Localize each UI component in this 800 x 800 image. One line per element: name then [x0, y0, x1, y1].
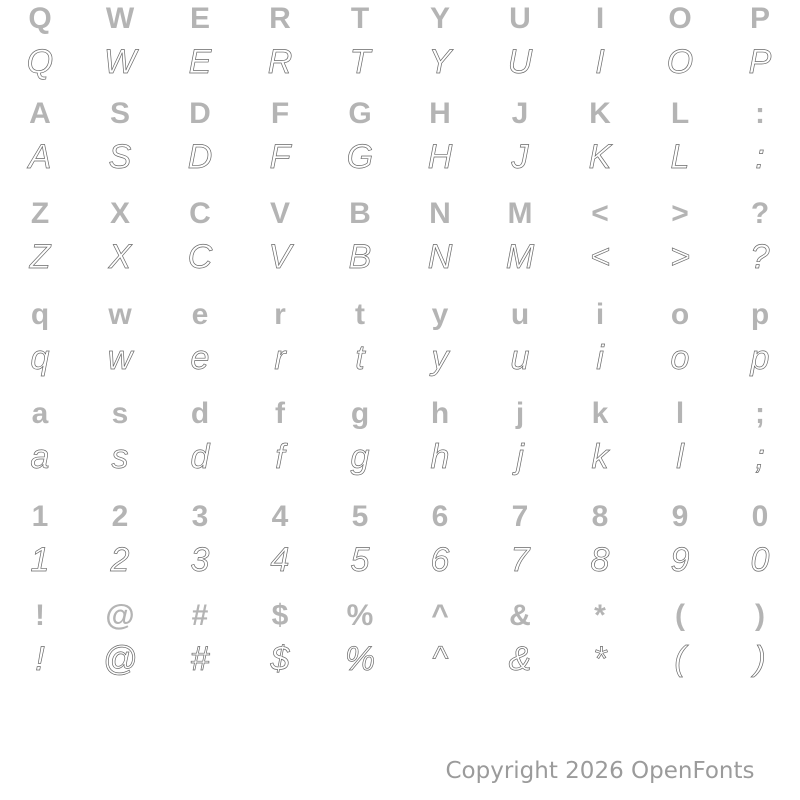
glyph: E: [189, 2, 210, 35]
glyph: t: [355, 298, 365, 331]
glyph: 1: [31, 500, 49, 533]
glyph: A: [28, 138, 52, 176]
glyph: 4: [270, 541, 290, 579]
glyph: R: [267, 43, 293, 81]
glyph: p: [750, 339, 770, 377]
glyph: w: [107, 339, 133, 377]
glyph: T: [350, 2, 370, 35]
glyph: K: [589, 97, 611, 130]
row-lower-qwerty-thin: [0, 341, 800, 375]
glyph: Z: [30, 197, 50, 230]
glyph: 6: [430, 541, 450, 579]
glyph: r: [274, 298, 286, 331]
glyph: V: [269, 197, 290, 230]
glyph: W: [103, 43, 137, 81]
glyph: @: [105, 599, 135, 632]
glyph: M: [507, 197, 533, 230]
glyph: A: [29, 97, 51, 130]
glyph: #: [190, 640, 210, 678]
glyph: s: [111, 438, 129, 476]
glyph: ^: [431, 599, 449, 632]
row-digits-thin: [0, 543, 800, 577]
glyph: 5: [351, 500, 369, 533]
glyph: $: [271, 599, 289, 632]
glyph: i: [596, 339, 604, 377]
glyph: 1: [30, 541, 50, 579]
glyph: h: [430, 397, 450, 430]
glyph: W: [105, 2, 135, 35]
glyph: f: [275, 438, 285, 476]
glyph: V: [268, 238, 292, 276]
glyph: e: [191, 298, 209, 331]
glyph: 3: [191, 500, 209, 533]
glyph: (: [674, 640, 686, 678]
glyph: d: [190, 438, 210, 476]
glyph: f: [275, 397, 285, 430]
row-lower-asdf-thin: [0, 440, 800, 474]
glyph: &: [508, 640, 532, 678]
glyph: B: [349, 197, 371, 230]
glyph: Q: [28, 2, 52, 35]
glyph: L: [670, 97, 690, 130]
row-lower-qwerty-regular: [0, 300, 800, 330]
glyph: 3: [190, 541, 210, 579]
glyph: P: [748, 43, 772, 81]
glyph: >: [670, 238, 690, 276]
row-caps-asdf-regular: [0, 99, 800, 129]
row-caps-zxcv-thin: [0, 240, 800, 274]
row-caps-qwerty-thin: [0, 45, 800, 79]
glyph: j: [515, 397, 525, 430]
glyph: $: [270, 640, 290, 678]
glyph: P: [749, 2, 770, 35]
glyph: ;: [755, 438, 765, 476]
glyph: y: [431, 298, 449, 331]
glyph: Q: [26, 43, 54, 81]
glyph: ): [755, 599, 765, 632]
glyph: I: [595, 2, 605, 35]
glyph: X: [108, 238, 132, 276]
glyph: !: [35, 599, 45, 632]
glyph: E: [188, 43, 212, 81]
glyph: a: [31, 397, 49, 430]
glyph: F: [270, 97, 290, 130]
glyph: u: [510, 298, 530, 331]
glyph: j: [516, 438, 524, 476]
glyph: 8: [591, 500, 609, 533]
glyph: J: [511, 97, 529, 130]
glyph: g: [350, 397, 370, 430]
copyright-text: Copyright 2026 OpenFonts: [445, 758, 755, 784]
glyph: C: [189, 197, 211, 230]
row-digits-regular: [0, 502, 800, 532]
glyph: C: [187, 238, 213, 276]
glyph: F: [269, 138, 291, 176]
row-symbols-regular: [0, 601, 800, 631]
glyph: (: [675, 599, 685, 632]
glyph: 8: [590, 541, 610, 579]
glyph: O: [666, 43, 694, 81]
glyph: 4: [271, 500, 289, 533]
glyph: u: [510, 339, 530, 377]
row-caps-zxcv-regular: [0, 199, 800, 229]
glyph: o: [670, 298, 690, 331]
glyph: a: [30, 438, 50, 476]
glyph: :: [755, 97, 765, 130]
row-caps-qwerty-regular: [0, 4, 800, 34]
glyph: #: [191, 599, 209, 632]
glyph: B: [348, 238, 372, 276]
glyph: I: [595, 43, 605, 81]
glyph: q: [30, 298, 50, 331]
glyph: R: [269, 2, 291, 35]
glyph: D: [189, 97, 211, 130]
glyph: :: [755, 138, 765, 176]
glyph: Y: [429, 2, 450, 35]
glyph: *: [594, 599, 606, 632]
glyph: t: [355, 339, 365, 377]
glyph: 0: [751, 500, 769, 533]
glyph: S: [109, 97, 130, 130]
glyph: q: [30, 339, 50, 377]
glyph: o: [670, 339, 690, 377]
glyph: <: [591, 197, 609, 230]
glyph: Z: [29, 238, 51, 276]
glyph: g: [350, 438, 370, 476]
glyph: %: [344, 640, 376, 678]
glyph: 9: [671, 500, 689, 533]
glyph: r: [274, 339, 286, 377]
glyph: S: [108, 138, 132, 176]
glyph: N: [429, 197, 451, 230]
glyph: 2: [111, 500, 129, 533]
glyph: 7: [510, 541, 530, 579]
glyph: w: [108, 298, 132, 331]
glyph: l: [675, 397, 685, 430]
row-symbols-thin: [0, 642, 800, 676]
glyph: 9: [670, 541, 690, 579]
glyph: J: [511, 138, 529, 176]
glyph: *: [593, 640, 607, 678]
glyph: l: [676, 438, 684, 476]
glyph: H: [427, 138, 453, 176]
row-caps-asdf-thin: [0, 140, 800, 174]
glyph: ;: [755, 397, 765, 430]
glyph: T: [349, 43, 371, 81]
glyph: !: [35, 640, 45, 678]
glyph: >: [671, 197, 689, 230]
glyph: 7: [511, 500, 529, 533]
glyph: O: [668, 2, 692, 35]
glyph: &: [509, 599, 531, 632]
glyph: i: [595, 298, 605, 331]
glyph: L: [670, 138, 690, 176]
glyph: U: [507, 43, 533, 81]
glyph: d: [190, 397, 210, 430]
glyph: Y: [428, 43, 452, 81]
glyph: p: [750, 298, 770, 331]
glyph: ?: [750, 197, 770, 230]
glyph: y: [431, 339, 449, 377]
glyph: N: [427, 238, 453, 276]
glyph: G: [348, 97, 372, 130]
glyph: 0: [750, 541, 770, 579]
glyph: s: [111, 397, 129, 430]
glyph: 2: [110, 541, 130, 579]
glyph: H: [429, 97, 451, 130]
glyph: U: [509, 2, 531, 35]
glyph: ?: [750, 238, 770, 276]
glyph: h: [430, 438, 450, 476]
glyph: 5: [350, 541, 370, 579]
glyph: D: [187, 138, 213, 176]
glyph: ): [754, 640, 766, 678]
row-lower-asdf-regular: [0, 399, 800, 429]
glyph: X: [109, 197, 130, 230]
glyph: 6: [431, 500, 449, 533]
glyph: e: [190, 339, 210, 377]
glyph: M: [505, 238, 535, 276]
glyph: k: [591, 397, 609, 430]
glyph: @: [102, 640, 138, 678]
glyph: %: [346, 599, 374, 632]
glyph: G: [346, 138, 374, 176]
glyph: ^: [432, 640, 448, 678]
glyph: k: [591, 438, 609, 476]
glyph: K: [588, 138, 612, 176]
glyph: <: [590, 238, 610, 276]
